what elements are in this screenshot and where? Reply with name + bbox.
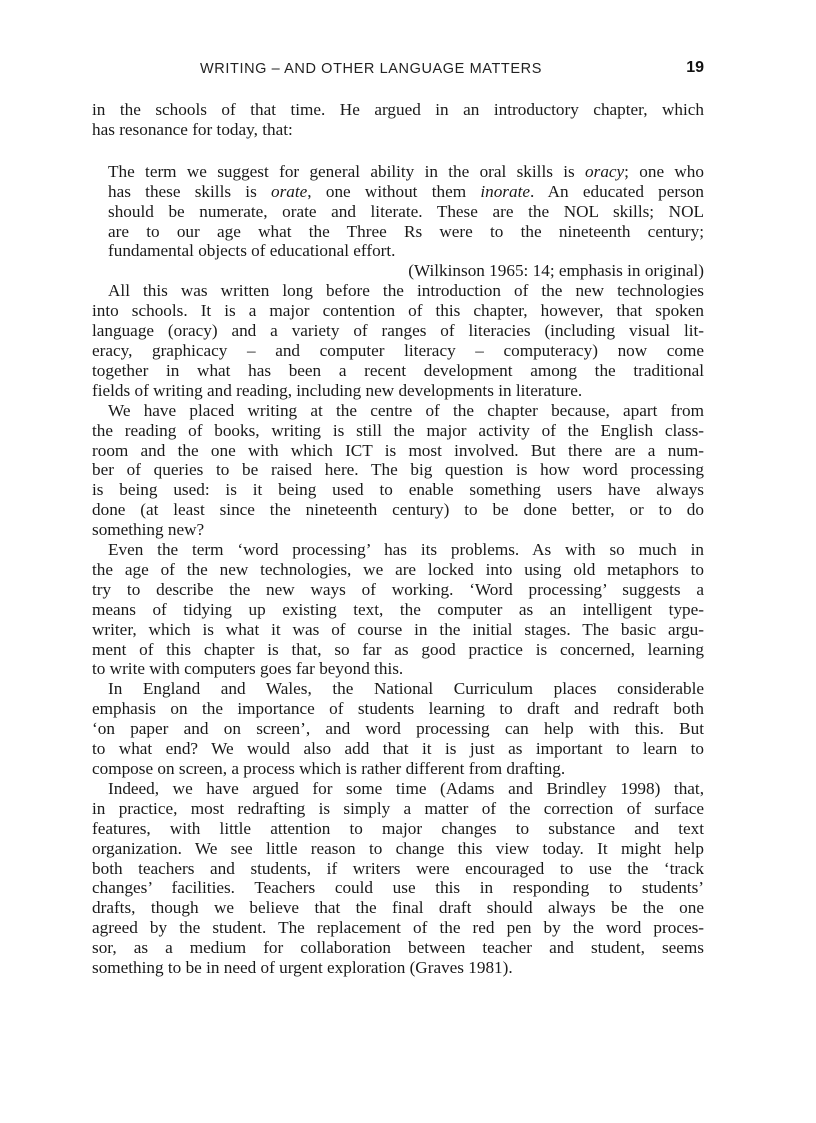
text-line: means of tidying up existing text, the computer as an intelligent type- [92,599,704,619]
text-line: to write with computers goes far beyond this. [92,659,404,679]
text-line: emphasis on the importance of students learning to draft and redraft both [92,699,704,719]
text-line: in the schools of that time. He argued in an introductory chapter, which [92,100,704,119]
text-line: something to be in need of urgent exploration (Graves 1981). [92,958,513,978]
block-quote [108,162,704,281]
text-line: to what end? We would also add that it is just as important to learn to [92,739,704,759]
quote-line: should be numerate, orate and literate. These are the NOL skills; NOL [108,201,704,221]
text-line: Indeed, we have argued for some time (Adams and Brindley 1998) that, [108,778,704,798]
quote-text: has these skills is [108,181,272,201]
text-line: All this was written long before the introduction of the new technologies [108,281,704,301]
quote-emphasis: oracy [585,161,625,181]
text-line: ‘on paper and on screen’, and word processing can help with this. But [92,719,704,739]
paragraph-5 [92,779,704,978]
text-line: has resonance for today, that: [92,119,293,139]
quote-text: The term we suggest for general ability in the oral skills is [108,161,586,181]
quote-emphasis: orate [271,181,308,201]
text-line: something new? [92,520,205,540]
text-line: writer, which is what it was of course in the initial stages. The basic argu- [92,619,704,639]
text-line: ber of queries to be raised here. The big question is how word processing [92,460,704,480]
paragraph-3 [92,540,704,679]
quote-line [108,162,704,182]
quote-emphasis: inorate [480,181,530,201]
text-line: into schools. It is a major contention of this chapter, however, that spoken [92,301,704,321]
text-line: language (oracy) and a variety of ranges of literacies (including visual lit- [92,321,704,341]
text-line: drafts, though we believe that the final draft should always be the one [92,898,704,918]
text-line: Even the term ‘word processing’ has its problems. As with so much in [108,540,704,560]
body-text [92,100,704,978]
text-line: room and the one with which ICT is most involved. But there are a num- [92,440,704,460]
quote-line [108,182,704,202]
text-line: We have placed writing at the centre of the chapter because, apart from [108,400,704,420]
text-line: ment of this chapter is that, so far as good practice is concerned, learning [92,639,704,659]
quote-line: are to our age what the Three Rs were to the nineteenth century; [108,221,704,241]
text-line: the reading of books, writing is still the major activity of the English class- [92,420,704,440]
text-line: changes’ facilities. Teachers could use this in responding to students’ [92,878,704,898]
quote-text: . An educated person [529,181,704,201]
text-line: together in what has been a recent development among the traditional [92,360,704,380]
running-head [92,58,704,82]
text-line: both teachers and students, if writers were encouraged to use the ‘track [92,858,704,878]
text-line: features, with little attention to major changes to substance and text [92,818,704,838]
text-line: in practice, most redrafting is simply a matter of the correction of surface [92,798,704,818]
intro-paragraph [92,100,704,140]
text-line: In England and Wales, the National Curriculum places considerable [108,679,704,699]
paragraph-2 [92,401,704,540]
running-head-title: WRITING – AND OTHER LANGUAGE MATTERS [200,61,542,77]
text-line: done (at least since the nineteenth century) to be done better, or to do [92,500,704,520]
page-number: 19 [686,59,704,76]
text-line: try to describe the new ways of working. ‘Word processing’ suggests a [92,579,704,599]
text-line: fields of writing and reading, including new developments in literature. [92,380,583,400]
text-line: compose on screen, a process which is rather different from drafting. [92,759,566,778]
text-line: eracy, graphicacy – and computer literacy – computeracy) now come [92,340,704,360]
paragraph-4 [92,679,704,779]
text-line: sor, as a medium for collaboration between teacher and student, seems [92,938,704,958]
quote-text: ; one who [624,161,704,181]
paragraph-1 [92,281,704,400]
quote-line: fundamental objects of educational effort. [108,241,396,261]
quote-citation: (Wilkinson 1965: 14; emphasis in original) [408,261,704,281]
text-line: is being used: is it being used to enable something users have always [92,480,704,500]
text-line: organization. We see little reason to change this view today. It might help [92,838,704,858]
quote-text: , one without them [307,181,481,201]
text-line: agreed by the student. The replacement of the red pen by the word proces- [92,918,704,938]
text-line: the age of the new technologies, we are locked into using old metaphors to [92,559,704,579]
